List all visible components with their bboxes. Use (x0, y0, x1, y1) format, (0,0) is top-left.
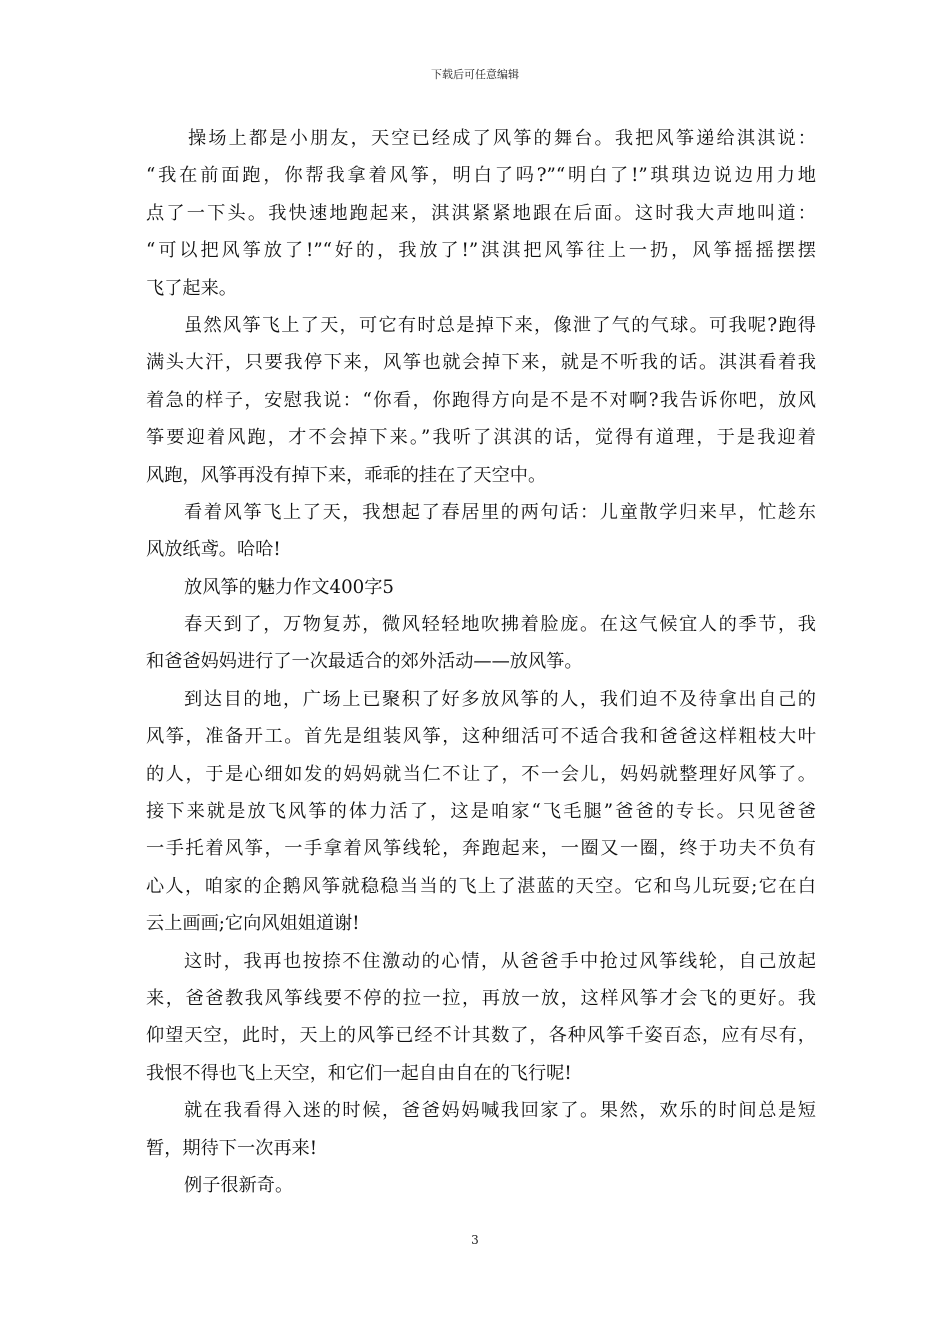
paragraph-line: “我在前面跑，你帮我拿着风筝，明白了吗?”“明白了!”琪琪边说边用力地 (146, 165, 816, 187)
paragraph-line: 的人，于是心细如发的妈妈就当仁不让了，不一会儿，妈妈就整理好风筝了。 (146, 763, 816, 785)
paragraph-line: 仰望天空，此时，天上的风筝已经不计其数了，各种风筝千姿百态，应有尽有， (146, 1025, 816, 1047)
paragraph-line: 着急的样子，安慰我说：“你看，你跑得方向是不是不对啊?我告诉你吧，放风 (146, 389, 816, 411)
paragraph-line: 来，爸爸教我风筝线要不停的拉一拉，再放一放，这样风筝才会飞的更好。我 (146, 987, 816, 1009)
paragraph-line: 暂，期待下一次再来! (146, 1137, 317, 1159)
paragraph-line: 这时，我再也按捺不住激动的心情，从爸爸手中抢过风筝线轮，自己放起 (184, 950, 816, 972)
paragraph-line: 风放纸鸢。哈哈! (146, 539, 281, 561)
paragraph-line: 就在我看得入迷的时候，爸爸妈妈喊我回家了。果然，欢乐的时间总是短 (184, 1100, 816, 1122)
paragraph-line: 筝要迎着风跑，才不会掉下来。”我听了淇淇的话，觉得有道理，于是我迎着 (146, 427, 816, 449)
paragraph-line: 一手托着风筝，一手拿着风筝线轮，奔跑起来，一圈又一圈，终于功夫不负有 (146, 838, 816, 860)
page-number: 3 (471, 1233, 479, 1247)
paragraph-line: 满头大汗，只要我停下来，风筝也就会掉下来，就是不听我的话。淇淇看着我 (146, 352, 816, 374)
paragraph-line: 看着风筝飞上了天，我想起了春居里的两句话：儿童散学归来早，忙趁东 (184, 501, 816, 523)
comment-line: 例子很新奇。 (184, 1174, 294, 1196)
paragraph-line: 和爸爸妈妈进行了一次最适合的郊外活动——放风筝。 (146, 651, 583, 673)
paragraph-line: 操场上都是小朋友，天空已经成了风筝的舞台。我把风筝递给淇淇说： (188, 128, 816, 149)
paragraph-line: 云上画画;它向风姐姐道谢! (146, 913, 360, 935)
page-header: 下载后可任意编辑 (431, 68, 519, 81)
essay-title: 放风筝的魅力作文400字5 (184, 576, 394, 598)
document-body (146, 120, 816, 1204)
paragraph-line: 接下来就是放飞风筝的体力活了，这是咱家“飞毛腿”爸爸的专长。只见爸爸 (146, 801, 816, 823)
paragraph-line: 我恨不得也飞上天空，和它们一起自由自在的飞行呢! (146, 1062, 572, 1084)
paragraph-line: 心人，咱家的企鹅风筝就稳稳当当的飞上了湛蓝的天空。它和鸟儿玩耍;它在白 (146, 875, 816, 897)
paragraph-line: 虽然风筝飞上了天，可它有时总是掉下来，像泄了气的气球。可我呢?跑得 (184, 314, 816, 336)
paragraph-line: 风筝，准备开工。首先是组装风筝，这种细活可不适合我和爸爸这样粗枝大叶 (146, 726, 816, 748)
paragraph-line: 春天到了，万物复苏，微风轻轻地吹拂着脸庞。在这气候宜人的季节，我 (184, 614, 816, 636)
paragraph-line: 风跑，风筝再没有掉下来，乖乖的挂在了天空中。 (146, 464, 547, 486)
paragraph-line: 到达目的地，广场上已聚积了好多放风筝的人，我们迫不及待拿出自己的 (184, 688, 816, 710)
paragraph-line: “可以把风筝放了!”“好的，我放了!”淇淇把风筝往上一扔，风筝摇摇摆摆 (146, 240, 816, 262)
paragraph-line: 飞了起来。 (146, 277, 237, 299)
paragraph-line: 点了一下头。我快速地跑起来，淇淇紧紧地跟在后面。这时我大声地叫道： (146, 202, 816, 224)
